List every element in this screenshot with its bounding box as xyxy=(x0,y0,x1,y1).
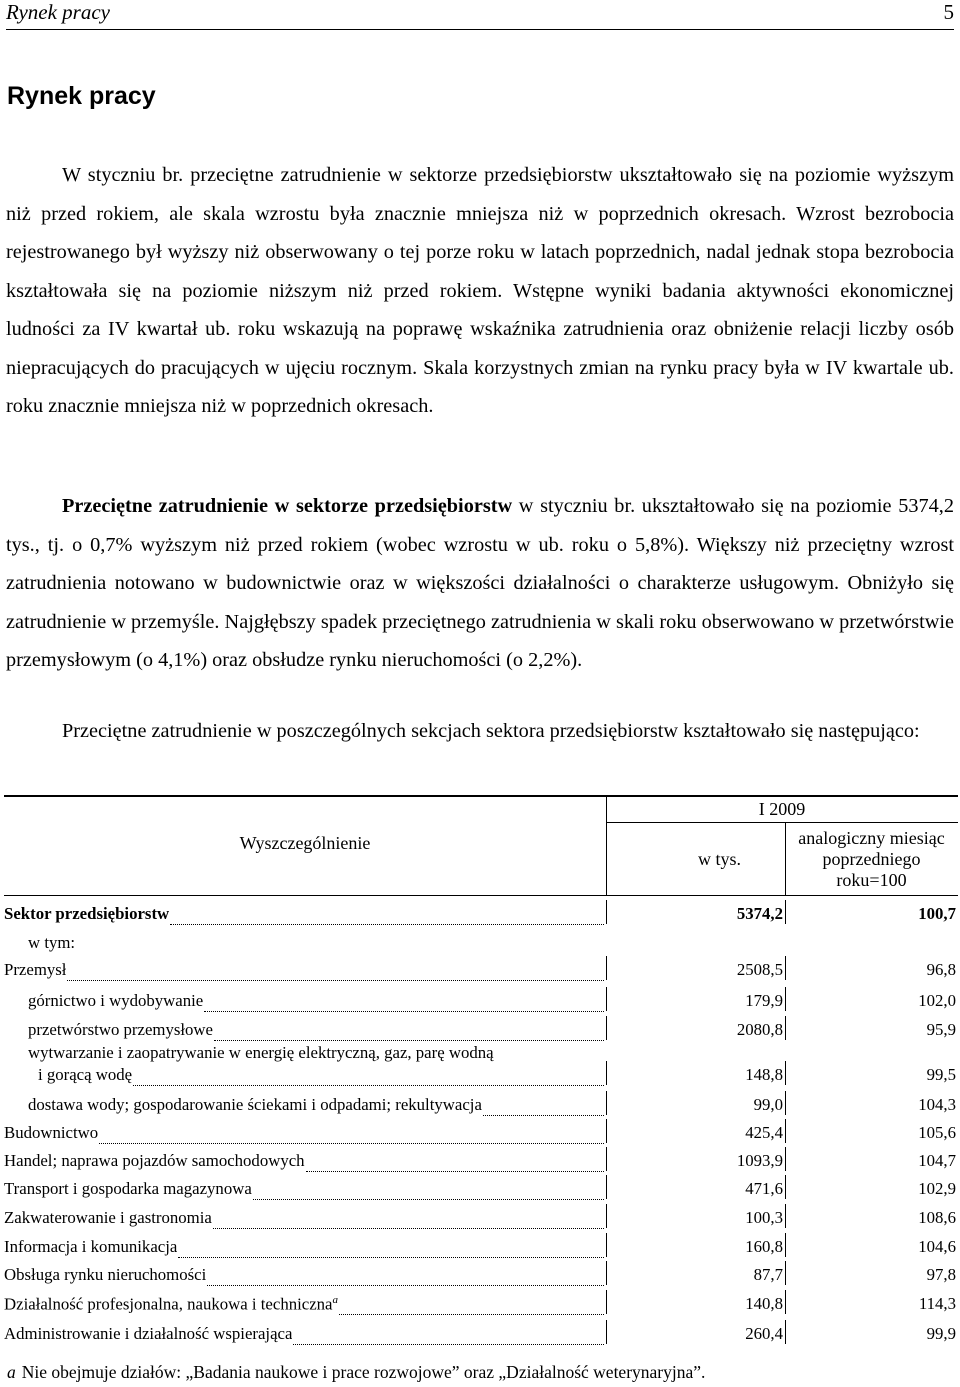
table-row-label-text: Obsługa rynku nieruchomości xyxy=(4,1265,207,1284)
table-row xyxy=(4,1065,958,1089)
paragraph-intro: W styczniu br. przeciętne zatrudnienie w sektorze przedsiębiorstw ukształtowało się na poziomie wyższym niż przed rokiem, ale skala wzrostu była znacznie mniejsza niż w poprzednich okresach. Wzrost bezrobocia rejestrowanego był wyższy niż obserwowany o tej porze roku w latach poprzednich, nadal jednak stopa bezrobocia kształtowała się na poziomie niższym niż przed rokiem. Wstępne wyniki badania aktywności ekonomicznej ludności za IV kwartał ub. roku wskazują na poprawę wskaźnika zatrudnienia oraz obniżenie relacji liczby osób niepracujących do pracujących w ujęciu rocznym. Skala korzystnych zmian na rynku pracy była w IV kwartale ub. roku znacznie mniejsza niż w poprzednich okresach. xyxy=(6,164,954,417)
table-row xyxy=(4,1179,958,1203)
value-thousands: 2080,8 xyxy=(736,1020,783,1039)
dot-leader xyxy=(213,1208,604,1229)
paragraph-employment xyxy=(6,487,954,680)
section-title: Rynek pracy xyxy=(7,82,156,110)
table-row xyxy=(4,1294,958,1318)
column-header-unit: w tys. xyxy=(697,849,741,869)
table-row xyxy=(4,1151,958,1175)
value-thousands: 160,8 xyxy=(745,1237,783,1256)
dot-leader xyxy=(293,1324,604,1345)
table-row-label-text: Sektor przedsiębiorstw xyxy=(4,904,170,923)
value-thousands: 260,4 xyxy=(745,1324,783,1343)
table-row-label xyxy=(4,904,169,924)
bold-lead: Przeciętne zatrudnienie w sektorze przedsiębiorstw xyxy=(62,495,513,517)
dot-leader xyxy=(133,1065,604,1086)
table-row-label xyxy=(38,1065,132,1085)
period-rule xyxy=(606,822,958,823)
dot-leader xyxy=(178,1237,604,1258)
value-index: 102,0 xyxy=(918,991,956,1010)
paragraph-employment-text: w styczniu br. ukształtowało się na poziomie 5374,2 tys., tj. o 0,7% wyższym niż przed rokiem (wobec wzrostu w ub. roku o 5,8%). Większy niż przeciętny wzrost zatrudnienia notowano w budownictwie oraz w większości działalności o charakterze usługowym. Obniżyło się zatrudnienie w przemyśle. Najgłębszy spadek przeciętnego zatrudnienia w skali roku obserwowano w przetwórstwie przemysłowym (o 4,1%) oraz obsłudze rynku nieruchomości (o 2,2%). xyxy=(6,495,954,671)
footnote xyxy=(7,1362,705,1383)
table-row-label xyxy=(28,1020,213,1040)
value-index: 104,3 xyxy=(918,1095,956,1114)
value-index: 99,5 xyxy=(926,1065,956,1084)
value-thousands: 100,3 xyxy=(745,1208,783,1227)
table-row-label xyxy=(4,1324,292,1344)
table-top-rule xyxy=(4,795,958,797)
value-thousands: 1093,9 xyxy=(736,1151,783,1170)
table-row-label xyxy=(4,1265,206,1285)
table-row xyxy=(4,1095,958,1119)
value-index: 104,7 xyxy=(918,1151,956,1170)
table-row-label-text: Zakwaterowanie i gastronomia xyxy=(4,1208,212,1227)
value-thousands: 5374,2 xyxy=(736,904,783,923)
table-row-label xyxy=(4,960,66,980)
table-row-label-text: Informacja i komunikacja xyxy=(4,1237,178,1256)
table-row xyxy=(4,1123,958,1147)
page-number: 5 xyxy=(943,0,954,24)
table-row-label-text: Handel; naprawa pojazdów samochodowych xyxy=(4,1151,305,1170)
table-row-label xyxy=(4,1123,98,1143)
value-thousands: 425,4 xyxy=(745,1123,783,1142)
column-header-index xyxy=(785,828,958,891)
value-index: 95,9 xyxy=(926,1020,956,1039)
table-row-label-line1: wytwarzanie i zaopatrywanie w energię elektryczną, gaz, parę wodną xyxy=(28,1043,494,1062)
dot-leader xyxy=(306,1151,604,1172)
table-row-label xyxy=(4,1179,252,1199)
value-index: 108,6 xyxy=(918,1208,956,1227)
table-row-label-text: Budownictwo xyxy=(4,1123,99,1142)
table-row-label xyxy=(28,1095,482,1115)
value-thousands: 140,8 xyxy=(745,1294,783,1313)
dot-leader xyxy=(339,1294,604,1315)
value-index: 96,8 xyxy=(926,960,956,979)
table-row-label-text: Działalność profesjonalna, naukowa i techniczna xyxy=(4,1294,333,1314)
dot-leader xyxy=(214,1020,604,1041)
header-section-title: Rynek pracy xyxy=(6,0,110,24)
dot-leader xyxy=(204,991,604,1012)
value-thousands: 148,8 xyxy=(745,1065,783,1084)
value-index: 99,9 xyxy=(926,1324,956,1343)
table-row xyxy=(4,960,958,984)
table-row-label-text: i gorącą wodę xyxy=(38,1065,133,1084)
value-index: 100,7 xyxy=(918,904,956,923)
column-header-index-line3: roku=100 xyxy=(836,870,907,890)
table-row-label-text: dostawa wody; gospodarowanie ściekami i odpadami; rekultywacja xyxy=(28,1095,482,1114)
table-row-label-text: Transport i gospodarka magazynowa xyxy=(4,1179,252,1198)
page-header xyxy=(6,0,954,30)
value-index: 97,8 xyxy=(926,1265,956,1284)
table-row-label xyxy=(28,991,203,1011)
value-thousands: 179,9 xyxy=(745,991,783,1010)
table-row-label xyxy=(4,1208,212,1228)
table-note-wtym: w tym: xyxy=(28,933,76,952)
column-header-index-line2: poprzedniego xyxy=(822,849,921,869)
value-thousands: 2508,5 xyxy=(736,960,783,979)
paragraph-table-intro: Przeciętne zatrudnienie w poszczególnych sekcjach sektora przedsiębiorstw kształtowało się następująco: xyxy=(62,720,920,742)
table-row xyxy=(4,991,958,1015)
column-group-period: I 2009 xyxy=(758,799,806,819)
table-row-label-text: Przemysł xyxy=(4,960,67,979)
value-index: 102,9 xyxy=(918,1179,956,1198)
dot-leader xyxy=(207,1265,604,1286)
dot-leader xyxy=(253,1179,604,1200)
value-thousands: 471,6 xyxy=(745,1179,783,1198)
footnote-marker: a xyxy=(7,1362,16,1382)
table-row-label xyxy=(4,1294,338,1315)
table-row xyxy=(4,1324,958,1348)
table-row xyxy=(4,1020,958,1044)
table-row-label xyxy=(4,1151,305,1171)
table-row-label xyxy=(4,1237,177,1257)
footnote-reference: a xyxy=(332,1294,338,1306)
value-thousands: 87,7 xyxy=(753,1265,783,1284)
dot-leader xyxy=(99,1123,604,1144)
dot-leader xyxy=(483,1095,604,1116)
value-thousands: 99,0 xyxy=(753,1095,783,1114)
table-row xyxy=(4,904,958,928)
table-row-label-text: przetwórstwo przemysłowe xyxy=(28,1020,214,1039)
value-index: 104,6 xyxy=(918,1237,956,1256)
table-row-label-text: Administrowanie i działalność wspierająca xyxy=(4,1324,293,1343)
table-row xyxy=(4,1237,958,1261)
dot-leader xyxy=(170,904,604,925)
value-index: 105,6 xyxy=(918,1123,956,1142)
table-header-bottom-rule xyxy=(4,895,958,896)
table-row xyxy=(4,1208,958,1232)
dot-leader xyxy=(67,960,604,981)
column-header-label: Wyszczególnienie xyxy=(239,833,371,853)
value-index: 114,3 xyxy=(918,1294,956,1313)
column-header-index-line1: analogiczny miesiąc xyxy=(798,828,945,848)
footnote-text: Nie obejmuje działów: „Badania naukowe i prace rozwojowe” oraz „Działalność weterynaryjna”. xyxy=(21,1362,706,1382)
table-row-label-text: górnictwo i wydobywanie xyxy=(28,991,204,1010)
table-row xyxy=(4,1265,958,1289)
